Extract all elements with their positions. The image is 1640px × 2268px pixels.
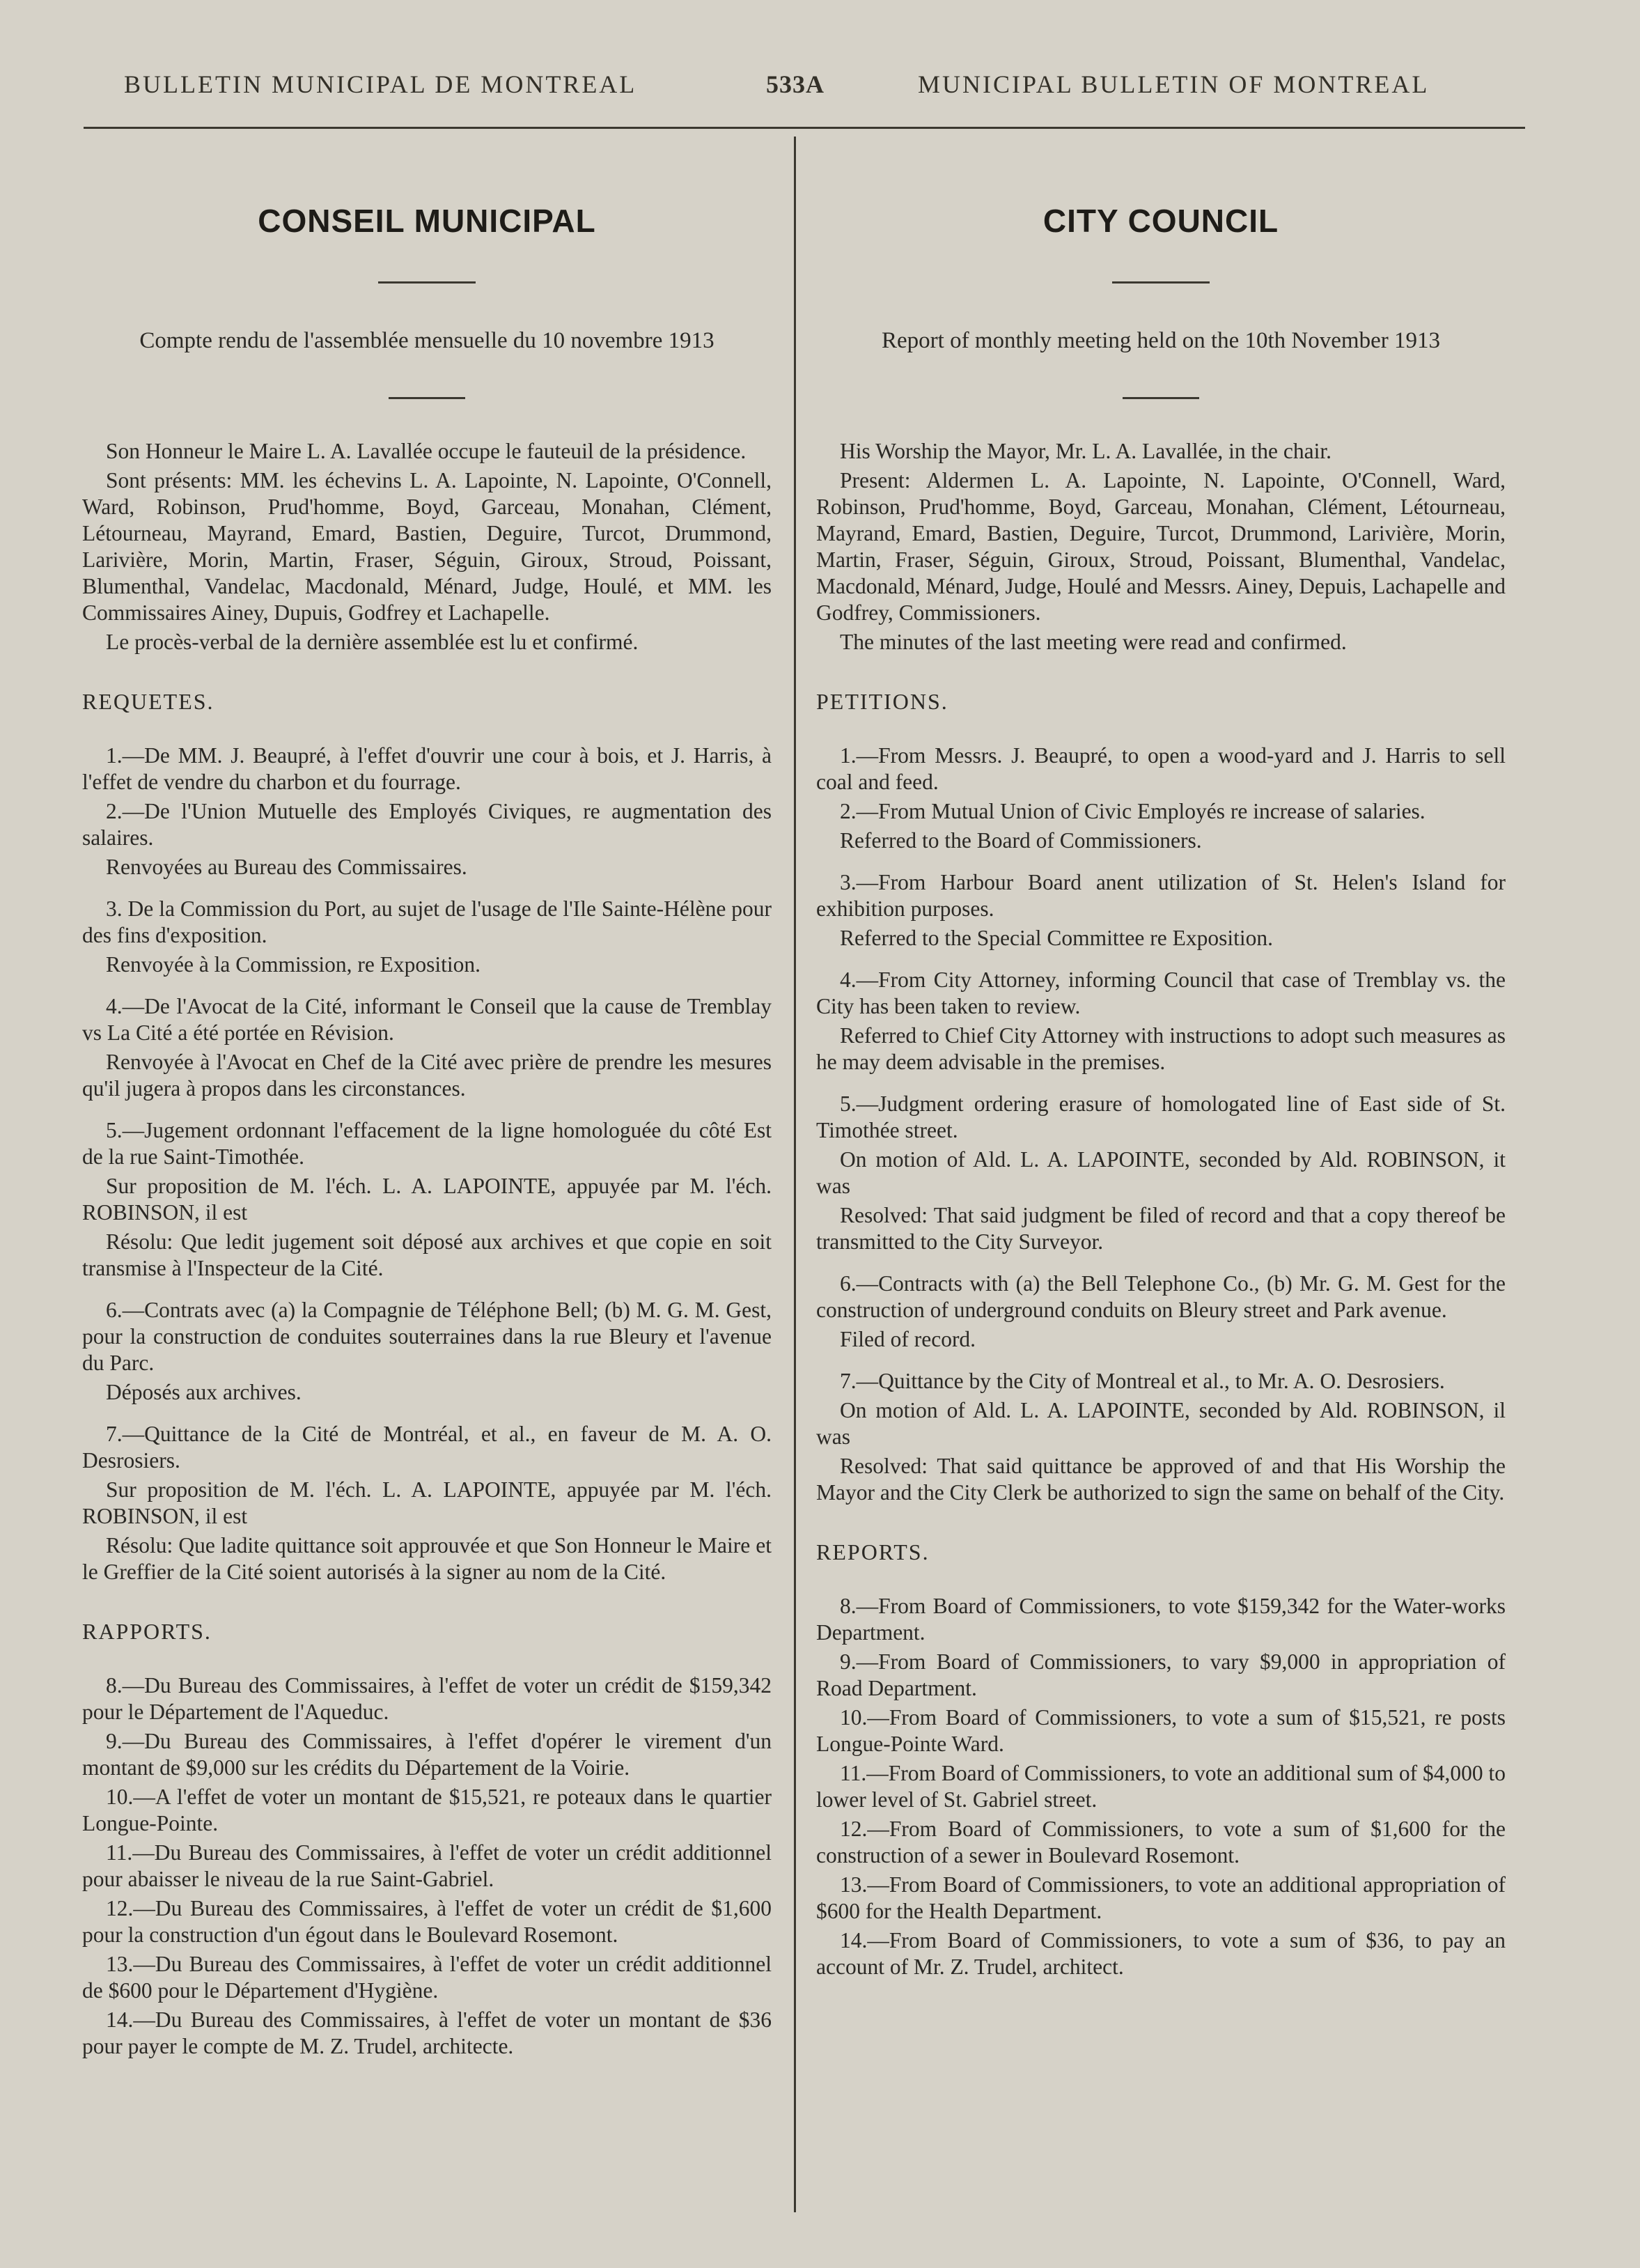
page-number: 533A: [766, 70, 825, 98]
french-item-3: 3. De la Commission du Port, au sujet de l'usage de l'Ile Sainte-Hélène pour des fins d'exposition.: [82, 896, 772, 947]
english-item-2: 2.—From Mutual Union of Civic Employés re increase of salaries.: [840, 799, 1426, 823]
english-item-7-resolution: Resolved: That said quittance be approved of and that His Worship the Mayor and the City Clerk be authorized to sign the same on behalf of the City.: [816, 1454, 1506, 1505]
english-item-3-referral: Referred to the Special Committee re Exposition.: [840, 926, 1273, 950]
english-column: [816, 202, 1506, 1983]
french-item-5: 5.—Jugement ordonnant l'effacement de la ligne homologuée du côté Est de la rue Saint-Timothée.: [82, 1118, 772, 1169]
french-title: CONSEIL MUNICIPAL: [258, 203, 596, 239]
french-report-9: 9.—Du Bureau des Commissaires, à l'effet d'opérer le virement d'un montant de $9,000 sur les crédits du Département de la Voirie.: [82, 1729, 772, 1780]
french-report-14: 14.—Du Bureau des Commissaires, à l'effet de voter un montant de $36 pour payer le compte de M. Z. Trudel, architecte.: [82, 2007, 772, 2058]
subtitle-rule: [1123, 397, 1199, 399]
english-item-6-referral: Filed of record.: [840, 1327, 976, 1351]
english-report-13: 13.—From Board of Commissioners, to vote an additional appropriation of $600 for the Health Department.: [816, 1872, 1506, 1923]
subtitle-rule: [389, 397, 465, 399]
english-item-7-motion: On motion of Ald. L. A. LAPOINTE, seconded by Ald. ROBINSON, il was: [816, 1398, 1506, 1449]
french-requetes-heading: REQUETES.: [82, 689, 214, 714]
english-item-2-referral: Referred to the Board of Commissioners.: [840, 828, 1202, 853]
english-mayor-paragraph: His Worship the Mayor, Mr. L. A. Lavallée, in the chair.: [840, 439, 1331, 463]
french-item-3-referral: Renvoyée à la Commission, re Exposition.: [106, 952, 481, 977]
english-item-5-motion: On motion of Ald. L. A. LAPOINTE, seconded by Ald. ROBINSON, it was: [816, 1147, 1506, 1198]
french-item-5-resolution: Résolu: Que ledit jugement soit déposé aux archives et que copie en soit transmise à l'Inspecteur de la Cité.: [82, 1229, 772, 1280]
french-item-4-referral: Renvoyée à l'Avocat en Chef de la Cité avec prière de prendre les mesures qu'il jugera à propos dans les circonstances.: [82, 1050, 772, 1101]
running-head-right: MUNICIPAL BULLETIN OF MONTREAL: [918, 70, 1430, 98]
english-report-9: 9.—From Board of Commissioners, to vary $9,000 in appropriation of Road Department.: [816, 1649, 1506, 1700]
english-petitions-heading: PETITIONS.: [816, 689, 948, 714]
french-item-7-motion: Sur proposition de M. l'éch. L. A. LAPOINTE, appuyée par M. l'éch. ROBINSON, il est: [82, 1477, 772, 1528]
english-report-10: 10.—From Board of Commissioners, to vote a sum of $15,521, re posts Longue-Pointe Ward.: [816, 1705, 1506, 1756]
english-item-5: 5.—Judgment ordering erasure of homologated line of East side of St. Timothée street.: [816, 1092, 1506, 1142]
english-item-4: 4.—From City Attorney, informing Council that case of Tremblay vs. the City has been taken to review.: [816, 968, 1506, 1018]
english-item-7: 7.—Quittance by the City of Montreal et al., to Mr. A. O. Desrosiers.: [840, 1369, 1445, 1393]
french-rapports-heading: RAPPORTS.: [82, 1619, 212, 1644]
french-report-13: 13.—Du Bureau des Commissaires, à l'effet de voter un crédit additionnel de $600 pour le Département d'Hygiène.: [82, 1952, 772, 2003]
english-minutes-paragraph: The minutes of the last meeting were read and confirmed.: [840, 630, 1347, 654]
english-item-1: 1.—From Messrs. J. Beaupré, to open a wood-yard and J. Harris to sell coal and feed.: [816, 743, 1506, 794]
title-rule: [378, 281, 476, 284]
english-report-12: 12.—From Board of Commissioners, to vote a sum of $1,600 for the construction of a sewer in Boulevard Rosemont.: [816, 1817, 1506, 1867]
french-minutes-paragraph: Le procès-verbal de la dernière assemblée est lu et confirmé.: [106, 630, 639, 654]
french-item-2: 2.—De l'Union Mutuelle des Employés Civiques, re augmentation des salaires.: [82, 799, 772, 850]
english-item-5-resolution: Resolved: That said judgment be filed of record and that a copy thereof be transmitted to the City Surveyor.: [816, 1203, 1506, 1254]
english-title: CITY COUNCIL: [1042, 203, 1279, 239]
french-item-4: 4.—De l'Avocat de la Cité, informant le Conseil que la cause de Tremblay vs La Cité a été portée en Révision.: [82, 994, 772, 1045]
column-divider: [794, 137, 796, 2212]
english-report-14: 14.—From Board of Commissioners, to vote a sum of $36, to pay an account of Mr. Z. Trudel, architect.: [816, 1928, 1506, 1979]
french-report-10: 10.—A l'effet de voter un montant de $15,521, re poteaux dans le quartier Longue-Pointe.: [82, 1785, 772, 1835]
english-report-8: 8.—From Board of Commissioners, to vote $159,342 for the Water-works Department.: [816, 1594, 1506, 1645]
english-item-4-referral: Referred to Chief City Attorney with instructions to adopt such measures as he may deem advisable in the premises.: [816, 1023, 1506, 1074]
english-reports-heading: REPORTS.: [816, 1539, 930, 1564]
french-mayor-paragraph: Son Honneur le Maire L. A. Lavallée occupe le fauteuil de la présidence.: [106, 439, 747, 463]
french-item-6-referral: Déposés aux archives.: [106, 1380, 302, 1404]
french-item-6: 6.—Contrats avec (a) la Compagnie de Téléphone Bell; (b) M. G. M. Gest, pour la construction de conduites souterraines dans la rue Bleury et l'avenue du Parc.: [82, 1298, 772, 1375]
french-item-1: 1.—De MM. J. Beaupré, à l'effet d'ouvrir une cour à bois, et J. Harris, à l'effet de vendre du charbon et du fourrage.: [82, 743, 772, 794]
english-item-6: 6.—Contracts with (a) the Bell Telephone Co., (b) Mr. G. M. Gest for the construction of underground conduits on Bleury street and Park avenue.: [816, 1271, 1506, 1322]
french-report-8: 8.—Du Bureau des Commissaires, à l'effet de voter un crédit de $159,342 pour le Département de l'Aqueduc.: [82, 1673, 772, 1724]
french-report-11: 11.—Du Bureau des Commissaires, à l'effet de voter un crédit additionnel pour abaisser le niveau de la rue Saint-Gabriel.: [82, 1840, 772, 1891]
french-report-12: 12.—Du Bureau des Commissaires, à l'effet de voter un crédit de $1,600 pour la construction d'un égout dans le Boulevard Rosemont.: [82, 1896, 772, 1947]
english-item-3: 3.—From Harbour Board anent utilization of St. Helen's Island for exhibition purposes.: [816, 870, 1506, 921]
french-present-paragraph: Sont présents: MM. les échevins L. A. Lapointe, N. Lapointe, O'Connell, Ward, Robinson, Prud'homme, Boyd, Garceau, Monahan, Clément, Létourneau, Mayrand, Emard, Bastien, Deguire, Turcot, Drummond, Larivière, Morin, Martin, Fraser, Séguin, Giroux, Stroud, Poissant, Blumenthal, Vandelac, Macdonald, Ménard, Judge, Houlé, et MM. les Commissaires Ainey, Dupuis, Godfrey et Lachapelle.: [82, 468, 772, 625]
english-subtitle: Report of monthly meeting held on the 10th November 1913: [882, 328, 1440, 353]
title-rule: [1112, 281, 1210, 284]
french-item-5-motion: Sur proposition de M. l'éch. L. A. LAPOINTE, appuyée par M. l'éch. ROBINSON, il est: [82, 1174, 772, 1225]
english-present-paragraph: Present: Aldermen L. A. Lapointe, N. Lapointe, O'Connell, Ward, Robinson, Prud'homme, Boyd, Garceau, Monahan, Clément, Létourneau, Mayrand, Emard, Bastien, Deguire, Turcot, Drummond, Larivière, Morin, Martin, Fraser, Séguin, Giroux, Stroud, Poissant, Blumenthal, Vandelac, Macdonald, Ménard, Judge, Houlé and Messrs. Ainey, Depuis, Lachapelle and Godfrey, Commissioners.: [816, 468, 1506, 625]
header-rule: [84, 127, 1525, 129]
french-column: [82, 202, 772, 2063]
french-subtitle: Compte rendu de l'assemblée mensuelle du 10 novembre 1913: [139, 328, 714, 353]
french-item-2-referral: Renvoyées au Bureau des Commissaires.: [106, 855, 467, 879]
english-report-11: 11.—From Board of Commissioners, to vote an additional sum of $4,000 to lower level of St. Gabriel street.: [816, 1761, 1506, 1812]
running-head-left: BULLETIN MUNICIPAL DE MONTREAL: [124, 70, 637, 98]
french-item-7: 7.—Quittance de la Cité de Montréal, et al., en faveur de M. A. O. Desrosiers.: [82, 1422, 772, 1473]
french-item-7-resolution: Résolu: Que ladite quittance soit approuvée et que Son Honneur le Maire et le Greffier de la Cité soient autorisés à la signer au nom de la Cité.: [82, 1533, 772, 1584]
